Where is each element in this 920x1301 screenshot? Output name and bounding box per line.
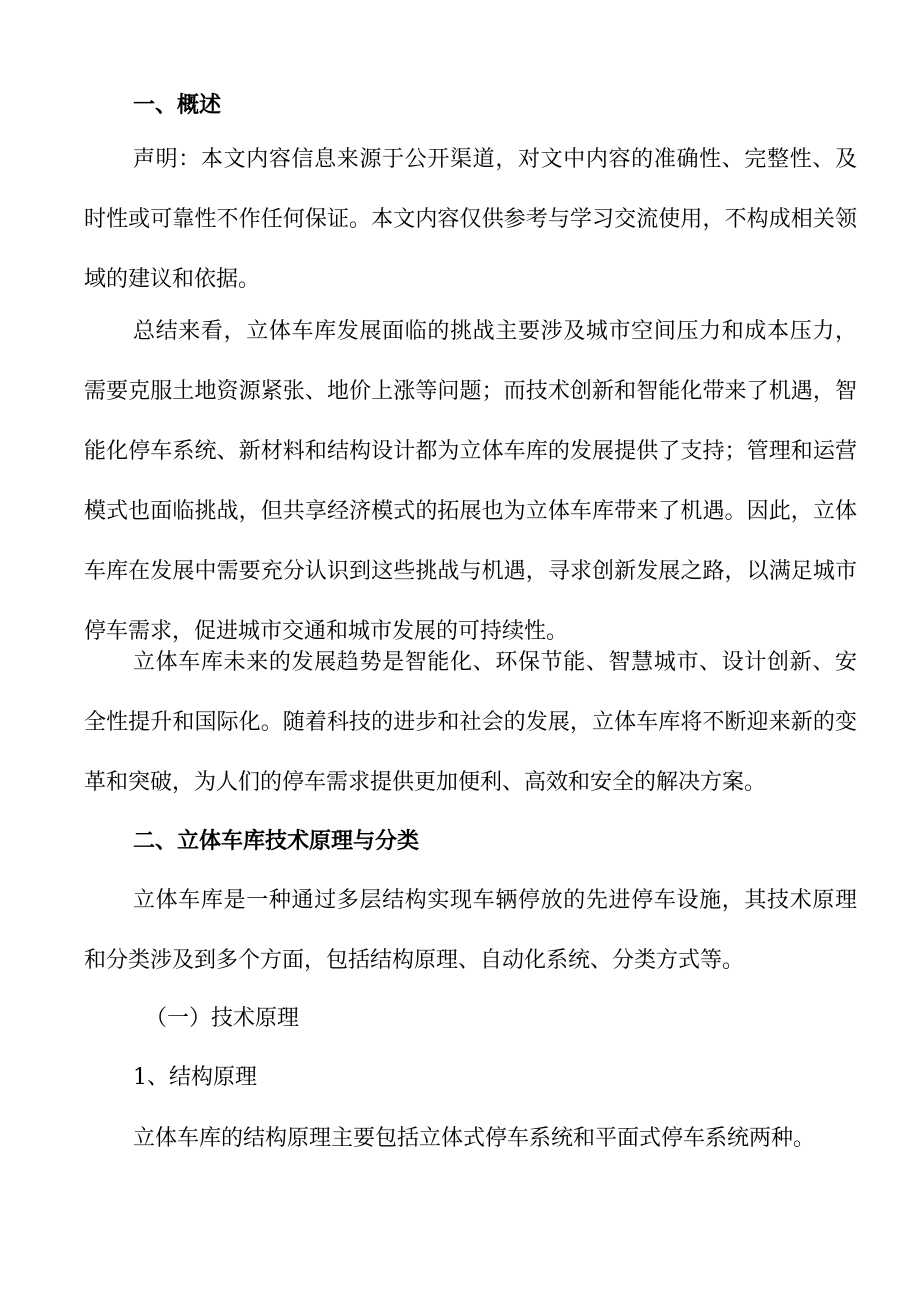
subsubheading-structural-principle: 1、结构原理 [133, 1065, 257, 1090]
section-heading-principles: 二、立体车库技术原理与分类 [133, 829, 420, 854]
principles-intro-paragraph: 立体车库是一种通过多层结构实现车辆停放的先进停车设施，其技术原理和分类涉及到多个方面，包括结构原理、自动化系统、分类方式等。 [84, 888, 857, 973]
subheading-technical-principles: （一）技术原理 [145, 1006, 300, 1031]
trends-paragraph: 立体车库未来的发展趋势是智能化、环保节能、智慧城市、设计创新、安全性提升和国际化。随着科技的进步和社会的发展，立体车库将不断迎来新的变革和突破，为人们的停车需求提供更加便利、高效和安全的解决方案。 [84, 650, 857, 795]
disclaimer-paragraph: 声明：本文内容信息来源于公开渠道，对文中内容的准确性、完整性、及时性或可靠性不作任何保证。本文内容仅供参考与学习交流使用，不构成相关领域的建议和依据。 [84, 147, 857, 292]
structure-paragraph: 立体车库的结构原理主要包括立体式停车系统和平面式停车系统两种。 [133, 1126, 816, 1151]
summary-paragraph: 总结来看，立体车库发展面临的挑战主要涉及城市空间压力和成本压力，需要克服土地资源紧张、地价上涨等问题；而技术创新和智能化带来了机遇，智能化停车系统、新材料和结构设计都为立体车库的发展提供了支持；管理和运营模式也面临挑战，但共享经济模式的拓展也为立体车库带来了机遇。因此，立体车库在发展中需要充分认识到这些挑战与机遇，寻求创新发展之路，以满足城市停车需求，促进城市交通和城市发展的可持续性。 [84, 319, 857, 644]
section-heading-overview: 一、概述 [133, 93, 222, 118]
